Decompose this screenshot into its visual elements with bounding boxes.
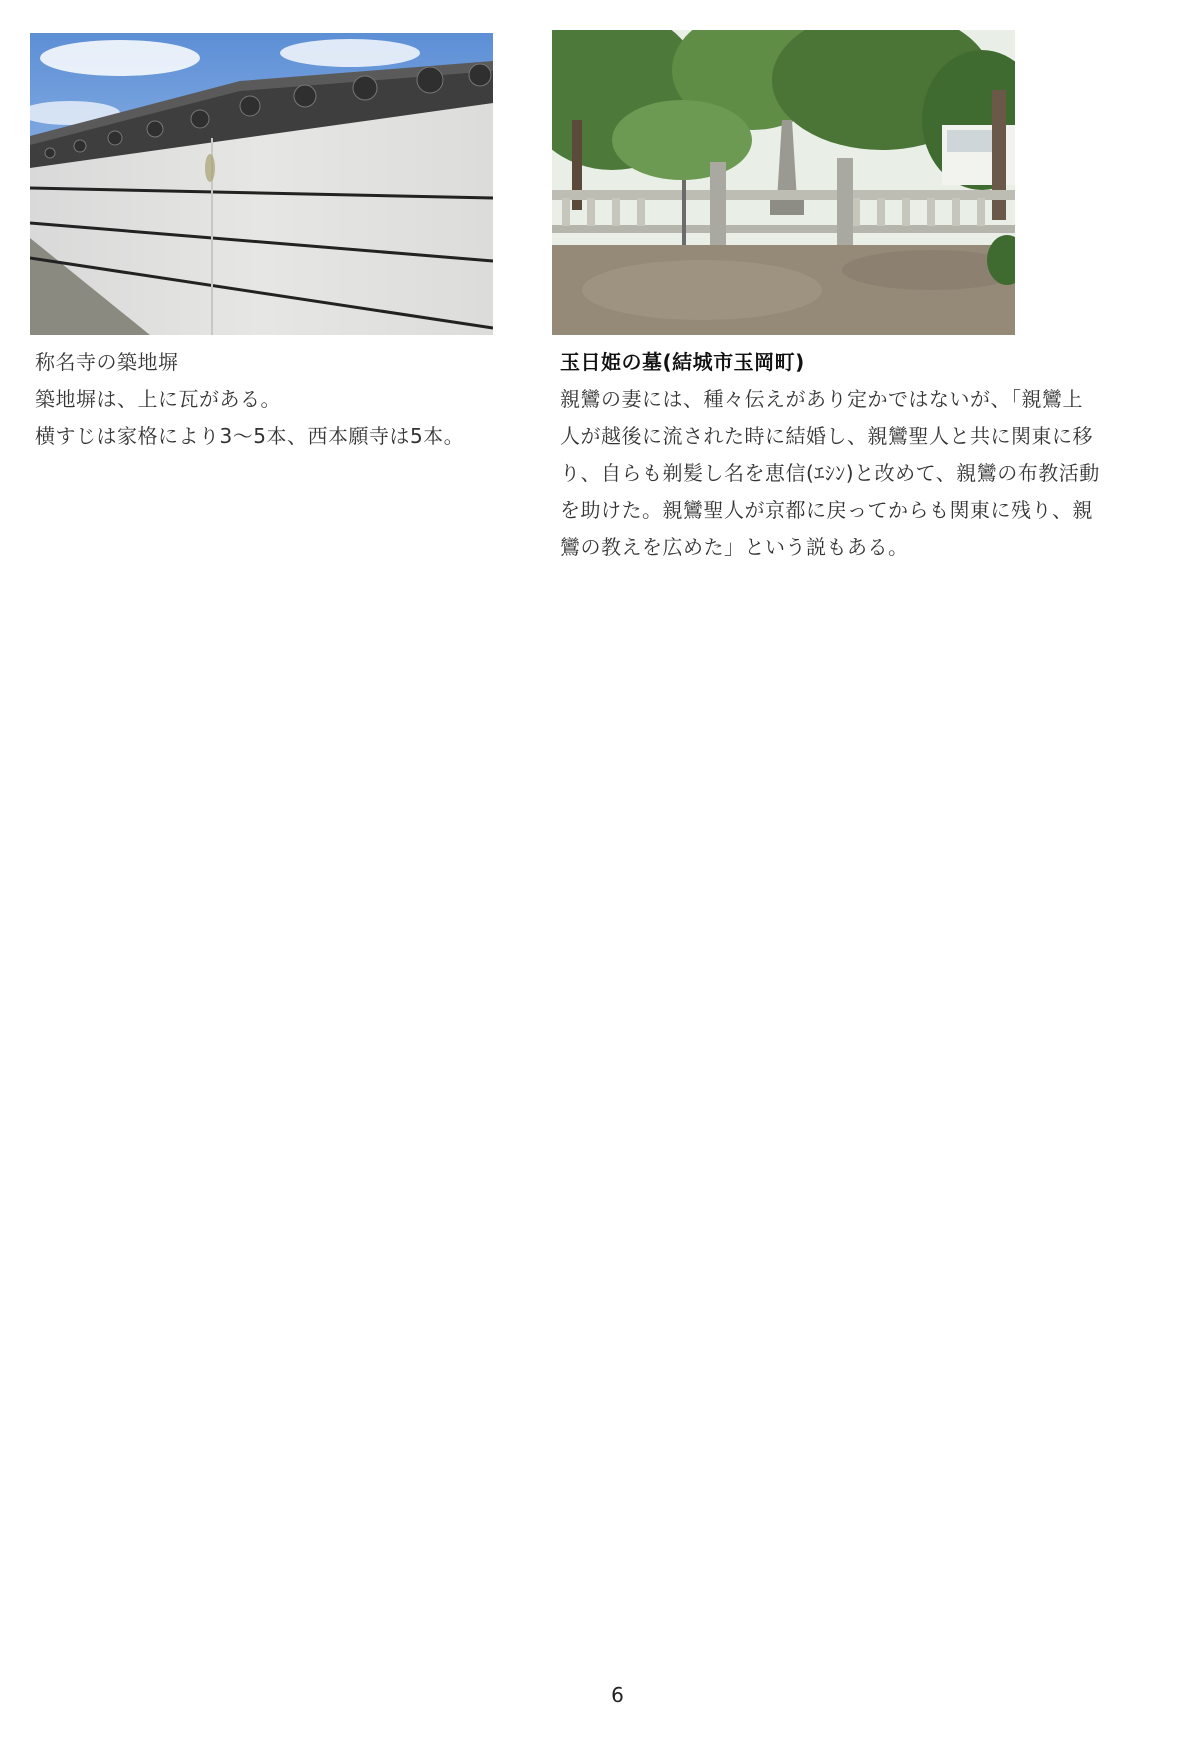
wall-caption-line: 築地塀は、上に瓦がある。 (35, 387, 281, 411)
wall-caption-line: 横すじは家格により3〜5本、西本願寺は5本。 (35, 424, 465, 448)
grave-caption-line: を助けた。親鸞聖人が京都に戻ってからも関東に残り、親 (560, 498, 1093, 522)
grave-caption-line: 人が越後に流された時に結婚し、親鸞聖人と共に関東に移 (560, 424, 1093, 448)
grave-caption-line: 鸞の教えを広めた」という説もある。 (560, 535, 909, 559)
wall-photo (30, 33, 493, 335)
page-number: 6 (611, 1683, 624, 1707)
grave-caption-line: り、自らも剃髪し名を恵信(ｴｼﾝ)と改めて、親鸞の布教活動 (560, 461, 1100, 485)
grave-caption-line: 親鸞の妻には、種々伝えがあり定かではないが、「親鸞上 (560, 387, 1083, 411)
grave-caption-title: 玉日姫の墓(結城市玉岡町) (560, 350, 805, 374)
grave-photo (552, 30, 1015, 335)
wall-caption (35, 344, 535, 455)
wall-caption-title: 称名寺の築地塀 (35, 350, 179, 374)
grave-caption (560, 344, 1180, 566)
